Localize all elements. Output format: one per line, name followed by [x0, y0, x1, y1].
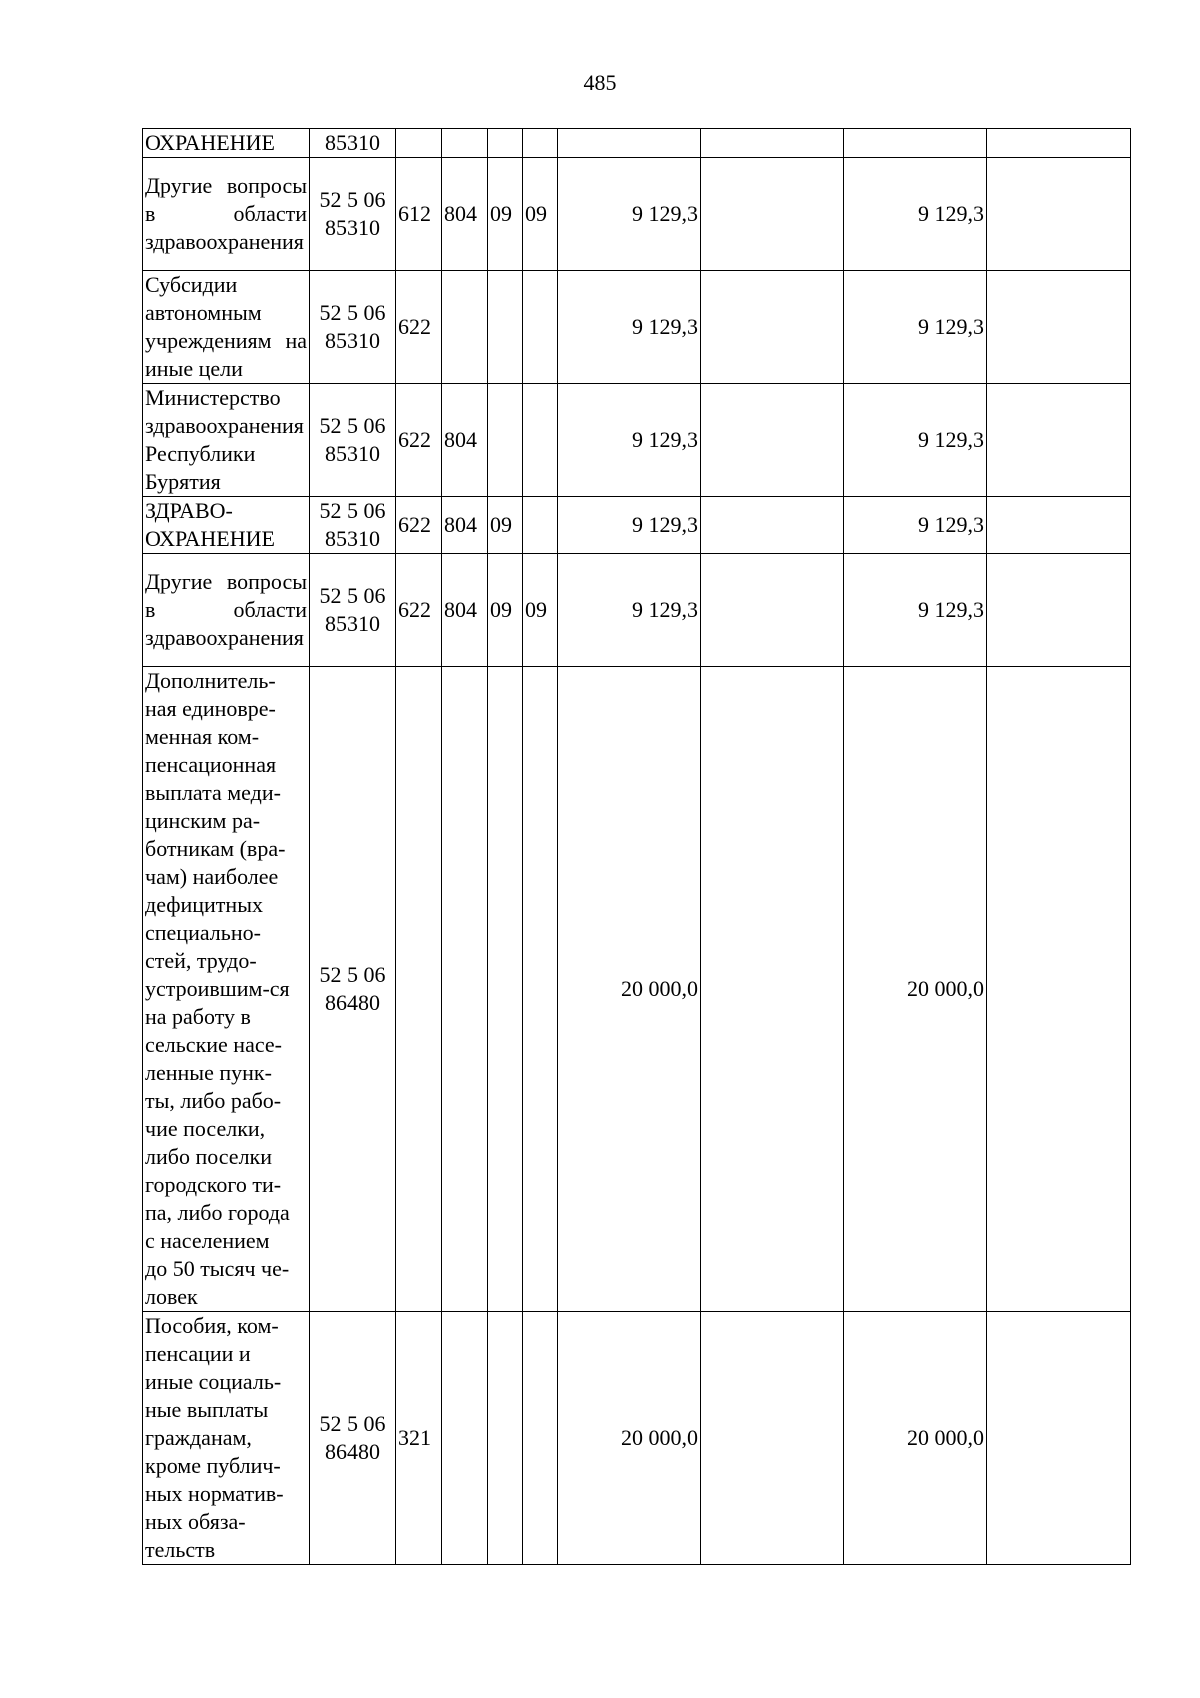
row-amount-1: 9 129,3	[558, 158, 701, 271]
row-amount-2	[701, 384, 844, 497]
row-target-article: 85310	[310, 129, 396, 158]
row-amount-2	[701, 158, 844, 271]
row-section	[488, 667, 523, 1312]
row-name: Министерство здравоохранения Республики Бурятия	[143, 384, 310, 497]
row-name: Другие вопросы в области здравоохранения	[143, 554, 310, 667]
row-section	[488, 1312, 523, 1565]
row-grbs	[442, 271, 488, 384]
row-target-article: 52 5 06 86480	[310, 667, 396, 1312]
row-amount-3: 9 129,3	[844, 554, 987, 667]
row-name: Другие вопросы в области здравоохранения	[143, 158, 310, 271]
row-amount-4	[987, 497, 1131, 554]
row-amount-3: 20 000,0	[844, 667, 987, 1312]
row-subsection	[523, 667, 558, 1312]
row-amount-2	[701, 129, 844, 158]
row-expense-type: 612	[396, 158, 442, 271]
row-amount-3: 9 129,3	[844, 158, 987, 271]
row-amount-1: 20 000,0	[558, 667, 701, 1312]
row-amount-4	[987, 271, 1131, 384]
row-target-article: 52 5 06 85310	[310, 554, 396, 667]
row-grbs: 804	[442, 554, 488, 667]
row-subsection	[523, 129, 558, 158]
row-amount-4	[987, 158, 1131, 271]
row-amount-4	[987, 129, 1131, 158]
row-subsection	[523, 271, 558, 384]
row-amount-2	[701, 1312, 844, 1565]
row-amount-3	[844, 129, 987, 158]
row-amount-3: 20 000,0	[844, 1312, 987, 1565]
row-name: Дополнитель- ная единовре- менная ком- пенсационная выплата меди- цинским ра- ботникам (вра- чам) наиболее дефицитных специально- стей, трудо- устроившим-ся на работу в сельские насе- ленные пунк- ты, либо рабо- чие поселки, либо поселки городского ти- па, либо города с населением до 50 тысяч че- ловек	[143, 667, 310, 1312]
row-amount-3: 9 129,3	[844, 271, 987, 384]
row-amount-2	[701, 497, 844, 554]
row-name: ОХРАНЕНИЕ	[143, 129, 310, 158]
budget-table	[142, 128, 1131, 1565]
row-amount-1: 9 129,3	[558, 554, 701, 667]
row-expense-type: 622	[396, 384, 442, 497]
row-name: Пособия, ком- пенсации и иные социаль- ные выплаты гражданам, кроме публич- ных норматив- ных обяза- тельств	[143, 1312, 310, 1565]
row-expense-type: 622	[396, 497, 442, 554]
row-grbs	[442, 667, 488, 1312]
row-name: ЗДРАВО- ОХРАНЕНИЕ	[143, 497, 310, 554]
row-target-article: 52 5 06 85310	[310, 158, 396, 271]
row-amount-1: 9 129,3	[558, 384, 701, 497]
row-amount-4	[987, 1312, 1131, 1565]
row-section: 09	[488, 554, 523, 667]
row-target-article: 52 5 06 86480	[310, 1312, 396, 1565]
row-amount-2	[701, 554, 844, 667]
row-name: Субсидии автономным учреждениям на иные цели	[143, 271, 310, 384]
page-number: 485	[583, 70, 617, 95]
row-amount-1	[558, 129, 701, 158]
row-grbs	[442, 129, 488, 158]
row-section: 09	[488, 158, 523, 271]
row-section	[488, 129, 523, 158]
row-section	[488, 271, 523, 384]
row-grbs: 804	[442, 497, 488, 554]
row-expense-type	[396, 129, 442, 158]
row-amount-3: 9 129,3	[844, 497, 987, 554]
row-section	[488, 384, 523, 497]
row-amount-1: 20 000,0	[558, 1312, 701, 1565]
row-amount-2	[701, 271, 844, 384]
row-amount-1: 9 129,3	[558, 497, 701, 554]
row-amount-1: 9 129,3	[558, 271, 701, 384]
table-row	[143, 271, 1131, 384]
row-section: 09	[488, 497, 523, 554]
row-grbs	[442, 1312, 488, 1565]
row-amount-4	[987, 384, 1131, 497]
row-amount-4	[987, 554, 1131, 667]
row-amount-2	[701, 667, 844, 1312]
row-subsection: 09	[523, 554, 558, 667]
row-expense-type: 622	[396, 271, 442, 384]
table-row	[143, 497, 1131, 554]
row-subsection	[523, 1312, 558, 1565]
table-row	[143, 554, 1131, 667]
row-subsection	[523, 497, 558, 554]
row-subsection: 09	[523, 158, 558, 271]
table-row	[143, 667, 1131, 1312]
row-expense-type	[396, 667, 442, 1312]
table-row	[143, 158, 1131, 271]
row-target-article: 52 5 06 85310	[310, 384, 396, 497]
row-target-article: 52 5 06 85310	[310, 497, 396, 554]
table-row	[143, 129, 1131, 158]
row-amount-4	[987, 667, 1131, 1312]
row-subsection	[523, 384, 558, 497]
table-row	[143, 1312, 1131, 1565]
row-grbs: 804	[442, 158, 488, 271]
row-grbs: 804	[442, 384, 488, 497]
row-expense-type: 622	[396, 554, 442, 667]
row-amount-3: 9 129,3	[844, 384, 987, 497]
row-target-article: 52 5 06 85310	[310, 271, 396, 384]
table-row	[143, 384, 1131, 497]
row-expense-type: 321	[396, 1312, 442, 1565]
